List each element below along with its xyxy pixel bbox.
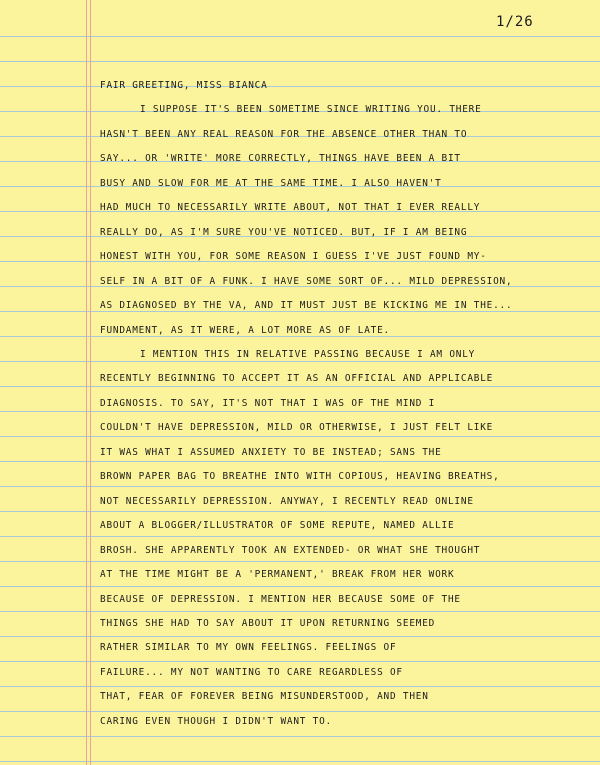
text-line: HAD MUCH TO NECESSARILY WRITE ABOUT, NOT THAT I EVER REALLY (100, 202, 481, 214)
text-line: NOT NECESSARILY DEPRESSION. ANYWAY, I RECENTLY READ ONLINE (100, 495, 474, 507)
text-line: BECAUSE OF DEPRESSION. I MENTION HER BECAUSE SOME OF THE (100, 593, 461, 605)
text-line: HONEST WITH YOU, FOR SOME REASON I GUESS I'VE JUST FOUND MY- (100, 251, 487, 263)
text-line: SELF IN A BIT OF A FUNK. I HAVE SOME SORT OF... MILD DEPRESSION, (100, 275, 513, 287)
text-line: ABOUT A BLOGGER/ILLUSTRATOR OF SOME REPUTE, NAMED ALLIE (100, 520, 455, 532)
text-line: THAT, FEAR OF FOREVER BEING MISUNDERSTOOD, AND THEN (100, 691, 429, 703)
salutation: FAIR GREETING, MISS BIANCA (100, 80, 268, 91)
margin-line (86, 0, 87, 765)
page-number: 1/26 (496, 14, 534, 30)
text-line: HASN'T BEEN ANY REAL REASON FOR THE ABSENCE OTHER THAN TO (100, 128, 468, 140)
text-line: COULDN'T HAVE DEPRESSION, MILD OR OTHERWISE, I JUST FELT LIKE (100, 422, 494, 434)
letter-body (100, 74, 540, 734)
text-line: DIAGNOSIS. TO SAY, IT'S NOT THAT I WAS OF THE MIND I (100, 397, 436, 409)
text-line: REALLY DO, AS I'M SURE YOU'VE NOTICED. BUT, IF I AM BEING (100, 226, 468, 238)
text-line: THINGS SHE HAD TO SAY ABOUT IT UPON RETURNING SEEMED (100, 617, 436, 629)
text-line: FUNDAMENT, AS IT WERE, A LOT MORE AS OF LATE. (100, 324, 390, 336)
text-line: BUSY AND SLOW FOR ME AT THE SAME TIME. I ALSO HAVEN'T (100, 177, 442, 189)
text-line: RATHER SIMILAR TO MY OWN FEELINGS. FEELINGS OF (100, 642, 397, 654)
text-line: I MENTION THIS IN RELATIVE PASSING BECAUSE I AM ONLY (140, 348, 476, 360)
text-line: AT THE TIME MIGHT BE A 'PERMANENT,' BREAK FROM HER WORK (100, 569, 455, 581)
text-line: BROSH. SHE APPARENTLY TOOK AN EXTENDED- OR WHAT SHE THOUGHT (100, 544, 481, 556)
text-line: RECENTLY BEGINNING TO ACCEPT IT AS AN OFFICIAL AND APPLICABLE (100, 373, 494, 385)
margin-line (90, 0, 91, 765)
text-line: AS DIAGNOSED BY THE VA, AND IT MUST JUST BE KICKING ME IN THE... (100, 300, 513, 312)
text-line: FAILURE... MY NOT WANTING TO CARE REGARDLESS OF (100, 666, 403, 678)
text-line: I SUPPOSE IT'S BEEN SOMETIME SINCE WRITING YOU. THERE (140, 104, 482, 116)
text-line: IT WAS WHAT I ASSUMED ANXIETY TO BE INSTEAD; SANS THE (100, 446, 442, 458)
text-line: BROWN PAPER BAG TO BREATHE INTO WITH COPIOUS, HEAVING BREATHS, (100, 471, 500, 483)
text-line: CARING EVEN THOUGH I DIDN'T WANT TO. (100, 715, 332, 727)
text-line: SAY... OR 'WRITE' MORE CORRECTLY, THINGS HAVE BEEN A BIT (100, 153, 461, 165)
